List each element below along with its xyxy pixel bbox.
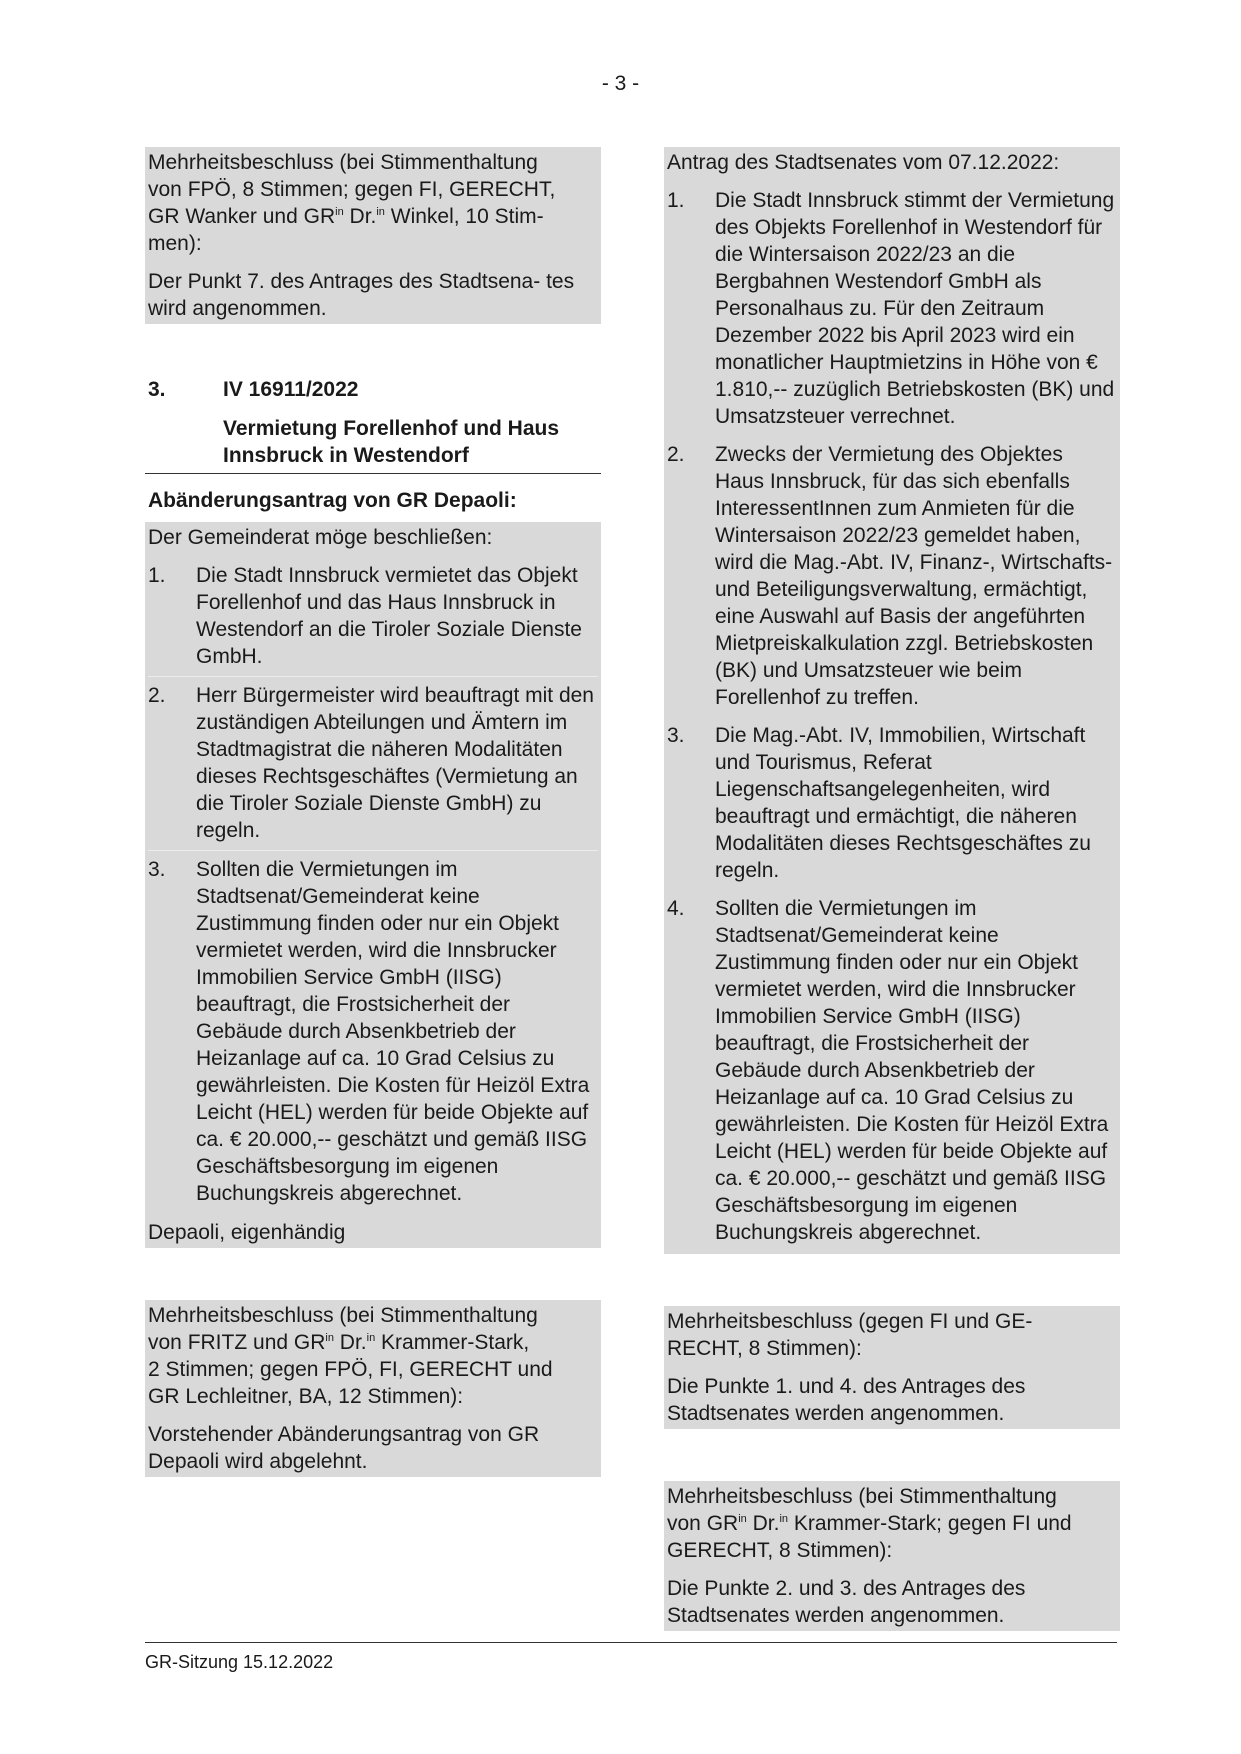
signature: Depaoli, eigenhändig [148,1221,346,1244]
list-item: 3. Sollten die Vermietungen im Stadtsenat/Gemeinderat keine Zustimmung finden oder nur ein Objekt vermietet werden, wird die Innsbrucker Immobilien Service GmbH (IISG) beauftragt, die Frostsicherheit der Gebäude durch Absenkbetrieb der Heizanlage auf ca. 10 Grad Celsius zu gewährleisten. Die Kosten für Heizöl Extra Leicht (HEL) werden für beide Objekte auf ca. € 20.000,-- geschätzt und gemäß IISG Geschäftsbesorgung im eigenen Buchungskreis abgerechnet. [148,850,598,1213]
resolution-outcome: Die Punkte 1. und 4. des Antrages des Stadtsenates werden angenommen. [667,1375,1026,1425]
right-column [664,147,1120,1631]
section-code: IV 16911/2022 [223,378,359,401]
list-item: 2. Zwecks der Vermietung des Objektes Haus Innsbruck, für das sich ebenfalls InteressentInnen zum Anmieten für die Wintersaison 2022/23 gemeldet haben, wird die Mag.-Abt. IV, Finanz-, Wirtschafts- und Beteiligungsverwaltung, ermächtigt, eine Auswahl auf Basis der angeführten Mietpreiskalkulation zzgl. Betriebskosten (BK) und Umsatzsteuer wie beim Forellenhof zu treffen. [667,443,1113,709]
list-item: 2. Herr Bürgermeister wird beauftragt mit den zuständigen Abteilungen und Ämtern im Stadtmagistrat die näheren Modalitäten dieses Rechtsgeschäftes (Vermietung an die Tiroler Soziale Dienste GmbH) zu regeln. [148,676,598,850]
amendment-intro: Der Gemeinderat möge beschließen: [148,526,493,549]
motion-intro: Antrag des Stadtsenates vom 07.12.2022: [667,151,1060,174]
amendment-box [145,522,601,1248]
list-item: 3. Die Mag.-Abt. IV, Immobilien, Wirtschaft und Tourismus, Referat Liegenschaftsangelegenheiten, wird beauftragt und ermächtigt, die näheren Modalitäten dieses Rechtsgeschäftes zu regeln. [667,724,1091,882]
resolution-outcome: Die Punkte 2. und 3. des Antrages des Stadtsenates werden angenommen. [667,1577,1026,1627]
resolution-text: Mehrheitsbeschluss (gegen FI und GE- RECHT, 8 Stimmen): [667,1310,1033,1360]
section-header [145,376,601,403]
resolution-outcome: Der Punkt 7. des Antrages des Stadtsena- tes wird angenommen. [148,270,575,320]
resolution-box-amendment [145,1300,601,1477]
left-column [145,147,601,1477]
list-item: 1. Die Stadt Innsbruck stimmt der Vermietung des Objekts Forellenhof in Westendorf für die Wintersaison 2022/23 an die Bergbahnen Westendorf GmbH als Personalhaus zu. Für den Zeitraum Dezember 2022 bis April 2023 wird ein monatlicher Hauptmietzins in Höhe von € 1.810,-- zuzüglich Betriebskosten (BK) und Umsatzsteuer verrechnet. [667,189,1115,428]
resolution-text: Mehrheitsbeschluss (bei Stimmenthaltung von FRITZ und $GR^{in}$ Dr.$^{in}$ Krammer-Stark, 2 Stimmen; gegen FPÖ, FI, GERECHT und GR Lechleitner, BA, 12 Stimmen): [148,1304,553,1408]
section-number: 3. [148,378,166,401]
motion-box [664,147,1120,1254]
list-item: 1. Die Stadt Innsbruck vermietet das Objekt Forellenhof und das Haus Innsbruck in Westendorf an die Tiroler Soziale Dienste GmbH. [148,564,582,668]
resolution-text: Mehrheitsbeschluss (bei Stimmenthaltung von $GR^{in}$ Dr.$^{in}$ Krammer-Stark; gegen FI und GERECHT, 8 Stimmen): [667,1485,1072,1562]
list-item: 4. Sollten die Vermietungen im Stadtsenat/Gemeinderat keine Zustimmung finden oder nur ein Objekt vermietet werden, wird die Innsbrucker Immobilien Service GmbH (IISG) beauftragt, die Frostsicherheit der Gebäude durch Absenkbetrieb der Heizanlage auf ca. 10 Grad Celsius zu gewährleisten. Die Kosten für Heizöl Extra Leicht (HEL) werden für beide Objekte auf ca. € 20.000,-- geschätzt und gemäß IISG Geschäftsbesorgung im eigenen Buchungskreis abgerechnet. [667,897,1109,1244]
resolution-box-punkt-7 [145,147,601,324]
resolution-box-punkte-2-3 [664,1481,1120,1631]
resolution-text: Mehrheitsbeschluss (bei Stimmenthaltung von FPÖ, 8 Stimmen; gegen FI, GERECHT, GR Wanker und $GR^{in}$ Dr.$^{in}$ Winkel, 10 Stim- men): [148,151,556,255]
resolution-outcome: Vorstehender Abänderungsantrag von GR Depaoli wird abgelehnt. [148,1423,540,1473]
resolution-box-punkte-1-4 [664,1306,1120,1429]
footer: GR-Sitzung 15.12.2022 [145,1642,1117,1673]
amendment-heading: Abänderungsantrag von GR Depaoli: [148,489,517,512]
page-number: - 3 - [601,72,640,95]
section-title: Vermietung Forellenhof und Haus Innsbruck in Westendorf [145,415,601,474]
